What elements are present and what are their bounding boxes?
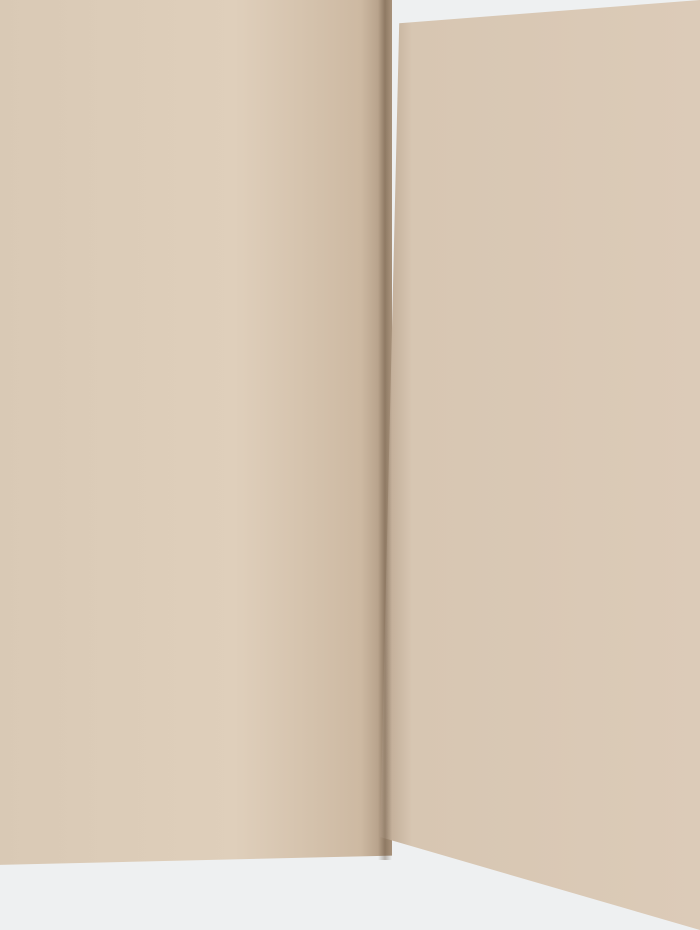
book-gutter: [378, 0, 392, 860]
right-page: [380, 0, 700, 930]
